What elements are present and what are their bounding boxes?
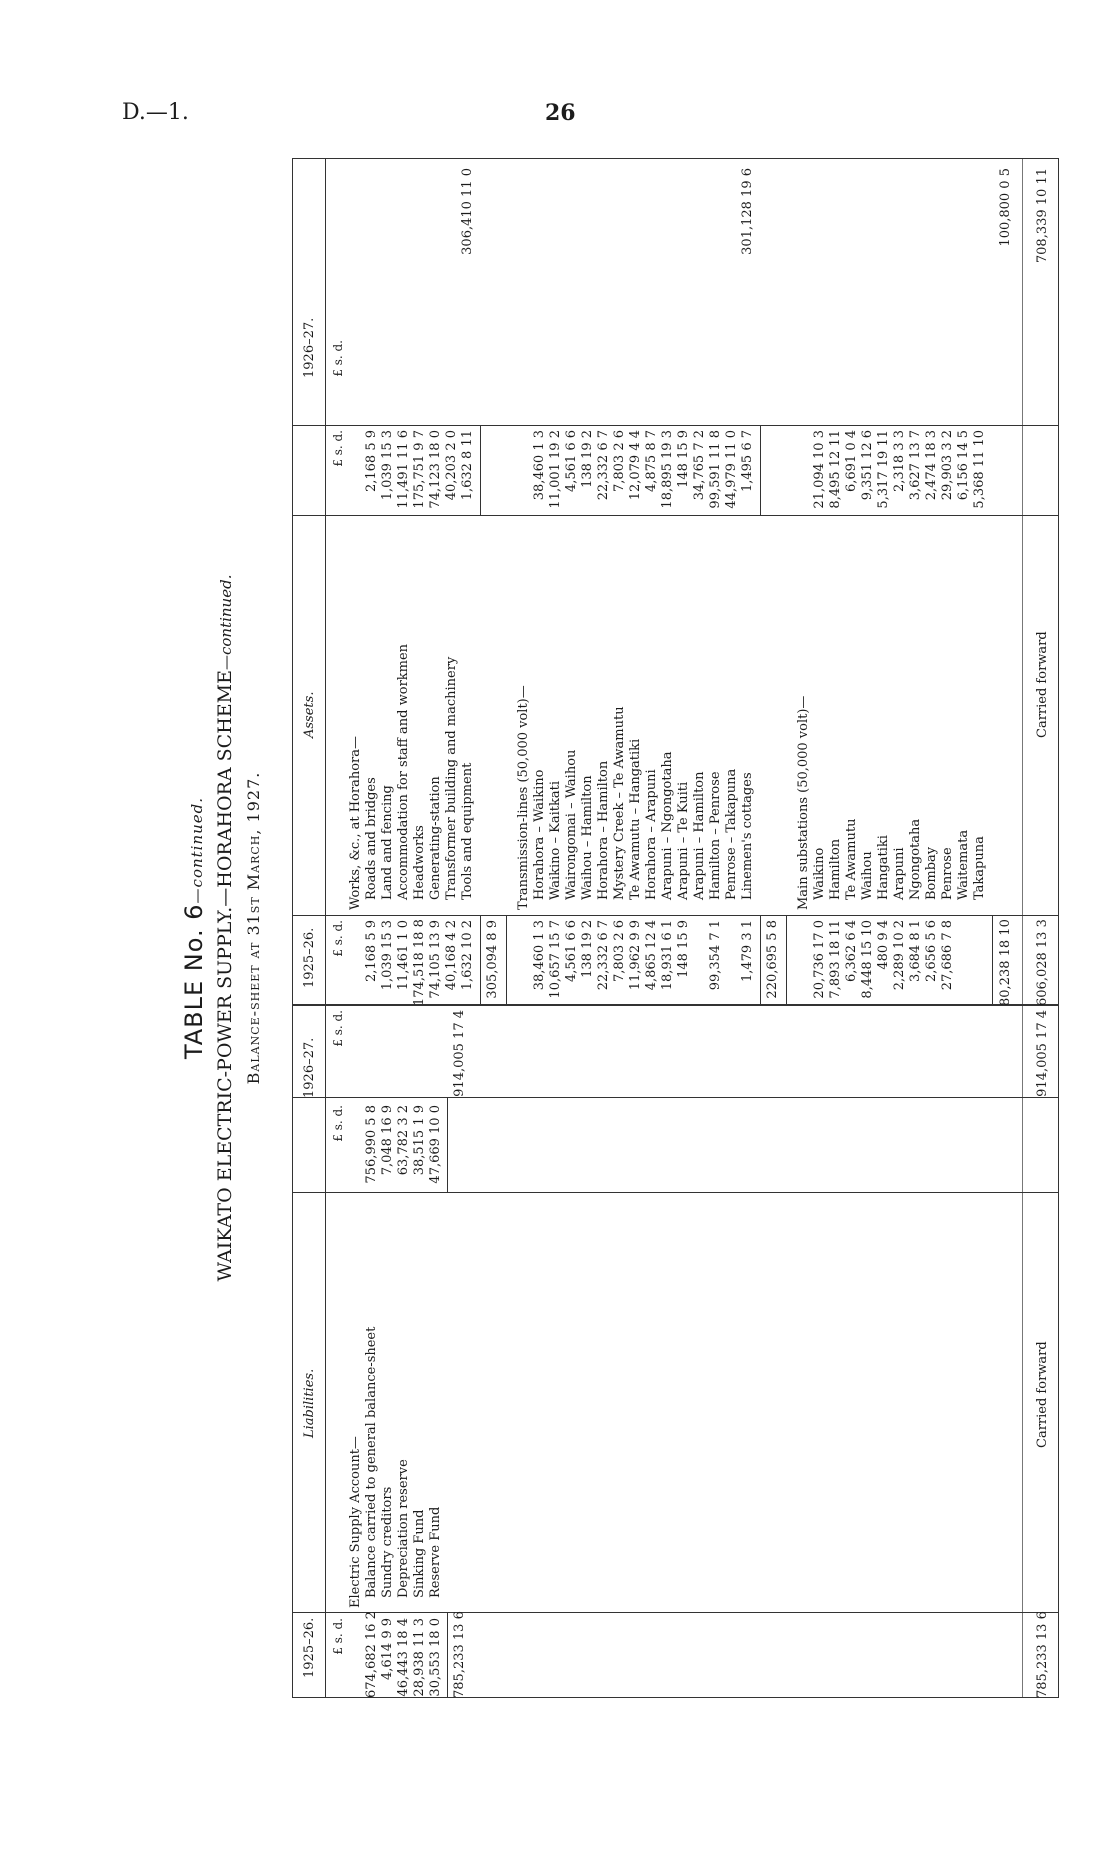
asset-curr-total: 100,800 0 5 xyxy=(998,168,1013,247)
table-row xyxy=(740,158,756,1698)
subtotal-rule xyxy=(760,426,761,516)
asset-label: Arapuni xyxy=(892,847,907,900)
asset-curr-value: 175,751 9 7 xyxy=(412,430,427,509)
asset-prev-total: 80,238 18 10 xyxy=(998,919,1013,1006)
liab-prev-value: 4,614 9 9 xyxy=(380,1618,395,1681)
asset-curr-value: 8,495 12 11 xyxy=(828,430,843,509)
liab-curr-value: 47,669 10 0 xyxy=(428,1105,443,1184)
asset-curr-value: 74,123 18 0 xyxy=(428,430,443,509)
asset-curr-value: 44,979 11 0 xyxy=(724,430,739,509)
asset-label: Hamilton – Penrose xyxy=(708,771,723,900)
table-row xyxy=(1035,158,1051,1698)
balance-sheet-table xyxy=(180,158,1060,1698)
subtotal-rule xyxy=(786,916,787,1006)
liab-title-header: Liabilities. xyxy=(302,1368,317,1438)
asset-label: Linemen's cottages xyxy=(740,772,755,900)
asset-carried-label: Carried forward xyxy=(1035,631,1050,738)
table-row xyxy=(428,158,444,1698)
table-title-cont: —continued. xyxy=(188,796,206,904)
asset-prev-value: 22,332 6 7 xyxy=(596,920,611,991)
asset-curr-value: 2,168 5 9 xyxy=(364,430,379,493)
subtotal-rule xyxy=(480,426,481,516)
table-row xyxy=(380,158,396,1698)
liab-curr-value: 63,782 3 2 xyxy=(396,1105,411,1176)
bottom-rule xyxy=(1058,158,1059,1698)
table-row xyxy=(844,158,860,1698)
table-row xyxy=(724,158,740,1698)
asset-label: Penrose xyxy=(940,847,955,900)
page-code: D.—1. xyxy=(122,100,189,125)
asset-prev-value xyxy=(724,920,740,1006)
table-title xyxy=(180,158,208,1698)
liab-curr-total: 914,005 17 4 xyxy=(452,1010,467,1097)
liab-carried-label: Carried forward xyxy=(1035,1341,1050,1448)
asset-curr-value: 4,875 8 7 xyxy=(644,430,659,493)
asset-prev-value: 138 19 2 xyxy=(580,920,595,978)
asset-label: Headworks xyxy=(412,825,427,900)
table-row xyxy=(485,158,501,1698)
table-row xyxy=(612,158,628,1698)
table-row xyxy=(860,158,876,1698)
asset-group-label: Transmission-lines (50,000 volt)— xyxy=(516,685,531,910)
asset-prev-value: 40,168 4 2 xyxy=(444,920,459,991)
table-row xyxy=(828,158,844,1698)
asset-curr-value: 1,632 8 11 xyxy=(460,430,475,501)
asset-prev-value: 7,803 2 6 xyxy=(612,920,627,983)
table-row xyxy=(956,158,972,1698)
asset-prev-total: 305,094 8 9 xyxy=(485,920,500,999)
asset-prev-value: 148 15 9 xyxy=(676,920,691,978)
asset-prev-value: 480 9 4 xyxy=(876,920,891,970)
asset-label: Tools and equipment xyxy=(460,762,475,900)
asset-prev-value: 1,632 10 2 xyxy=(460,920,475,991)
asset-curr-value: 99,591 11 8 xyxy=(708,430,723,509)
asset-curr-value: 5,317 19 11 xyxy=(876,430,891,509)
asset-prev-value xyxy=(972,920,988,1006)
asset-label: Transformer building and machinery xyxy=(444,656,459,900)
asset-prev-value: 38,460 1 3 xyxy=(532,920,547,991)
asset-label: Waikino xyxy=(812,847,827,900)
units-label: £ s. d. xyxy=(331,1105,345,1142)
asset-prev-value: 11,461 1 0 xyxy=(396,920,411,991)
liab-group-label: Electric Supply Account— xyxy=(348,1436,363,1608)
liab-curr-header: 1926–27. xyxy=(302,1037,317,1098)
table-subtitle xyxy=(214,158,236,1698)
asset-curr-value: 4,561 6 6 xyxy=(564,430,579,493)
asset-curr-value: 29,903 3 2 xyxy=(940,430,955,501)
table-row xyxy=(692,158,708,1698)
asset-label: Waitemata xyxy=(956,829,971,900)
asset-label: Bombay xyxy=(924,846,939,900)
asset-curr-value: 22,332 6 7 xyxy=(596,430,611,501)
asset-label: Arapuni – Ngongotaha xyxy=(660,751,675,900)
asset-curr-value: 11,491 11 6 xyxy=(396,430,411,509)
asset-prev-value: 3,684 8 1 xyxy=(908,920,923,983)
asset-curr-value: 2,318 3 3 xyxy=(892,430,907,493)
asset-curr-value: 1,039 15 3 xyxy=(380,430,395,501)
asset-curr-value: 1,495 6 7 xyxy=(740,430,755,493)
asset-label: Waihou – Hamilton xyxy=(580,775,595,900)
table-row xyxy=(676,158,692,1698)
asset-label: Horahora – Waikino xyxy=(532,769,547,900)
subtotal-rule xyxy=(760,916,761,1006)
liab-prev-value: 46,443 18 4 xyxy=(396,1618,411,1697)
carried-rule xyxy=(1022,158,1023,1698)
units-label: £ s. d. xyxy=(331,1010,345,1047)
asset-label: Roads and bridges xyxy=(364,777,379,900)
asset-curr-value: 7,803 2 6 xyxy=(612,430,627,493)
asset-prev-value: 1,479 3 1 xyxy=(740,920,755,983)
asset-curr-value: 9,351 12 6 xyxy=(860,430,875,501)
asset-prev-value: 20,736 17 0 xyxy=(812,920,827,999)
asset-prev-value: 18,931 6 1 xyxy=(660,920,675,991)
asset-curr-value: 38,460 1 3 xyxy=(532,430,547,501)
asset-label: Ngongotaha xyxy=(908,818,923,900)
liab-curr-value: 756,990 5 8 xyxy=(364,1105,379,1184)
asset-curr-value: 34,765 7 2 xyxy=(692,430,707,501)
table-row xyxy=(972,158,988,1698)
table-row xyxy=(892,158,908,1698)
asset-label: Land and fencing xyxy=(380,785,395,900)
asset-label: Te Awamutu xyxy=(844,818,859,900)
table-row xyxy=(444,158,460,1698)
asset-title-header: Assets. xyxy=(302,691,317,738)
subtotal-rule xyxy=(992,916,993,1006)
asset-curr-value: 6,691 0 4 xyxy=(844,430,859,493)
asset-curr-value: 6,156 14 5 xyxy=(956,430,971,501)
table-row xyxy=(876,158,892,1698)
asset-prev-value: 74,105 13 9 xyxy=(428,920,443,999)
liab-carried-curr: 914,005 17 4 xyxy=(1035,1010,1050,1097)
asset-curr-value: 12,079 4 4 xyxy=(628,430,643,501)
table-row xyxy=(364,158,380,1698)
table-row xyxy=(628,158,644,1698)
asset-prev-value: 6,362 6 4 xyxy=(844,920,859,983)
asset-label: Hangatiki xyxy=(876,835,891,900)
asset-label: Penrose – Takapuna xyxy=(724,768,739,900)
asset-label: Mystery Creek – Te Awamutu xyxy=(612,706,627,900)
asset-label: Accommodation for staff and workmen xyxy=(396,643,411,900)
asset-curr-value: 148 15 9 xyxy=(676,430,691,488)
liab-label: Reserve Fund xyxy=(428,1506,443,1598)
subtotal-rule xyxy=(506,916,507,1006)
table-title-main: TABLE No. 6 xyxy=(180,903,208,1060)
asset-carried-prev: 606,028 13 3 xyxy=(1035,919,1050,1006)
table-row xyxy=(812,158,828,1698)
table-row xyxy=(580,158,596,1698)
asset-curr-value: 40,203 2 0 xyxy=(444,430,459,501)
asset-prev-value: 4,865 12 4 xyxy=(644,920,659,991)
asset-label: Wairongomai – Waihou xyxy=(564,749,579,900)
asset-curr-value: 2,474 18 3 xyxy=(924,430,939,501)
asset-curr-total: 301,128 19 6 xyxy=(740,168,755,255)
asset-label: Horahora – Hamilton xyxy=(596,760,611,900)
asset-prev-value: 2,289 10 2 xyxy=(892,920,907,991)
asset-prev-value: 4,561 6 6 xyxy=(564,920,579,983)
table-row xyxy=(548,158,564,1698)
units-label: £ s. d. xyxy=(331,340,345,377)
top-rule xyxy=(292,158,293,1698)
asset-prev-value: 27,686 7 8 xyxy=(940,920,955,991)
asset-label: Waikino – Kaitkati xyxy=(548,781,563,900)
asset-prev-value: 7,893 18 11 xyxy=(828,920,843,999)
units-label: £ s. d. xyxy=(331,430,345,467)
asset-group-label: Works, &c., at Horahora— xyxy=(348,736,363,910)
header-rule xyxy=(325,158,326,1698)
asset-label: Horahora – Arapuni xyxy=(644,769,659,900)
table-row xyxy=(765,158,781,1698)
liab-prev-value: 30,553 18 0 xyxy=(428,1618,443,1697)
table-subtitle-main: WAIKATO ELECTRIC-POWER SUPPLY.—HORAHORA SCHEME xyxy=(214,670,236,1282)
table-row xyxy=(532,158,548,1698)
asset-curr-value: 21,094 10 3 xyxy=(812,430,827,509)
asset-curr-total: 306,410 11 0 xyxy=(460,168,475,255)
asset-label: Te Awamutu – Hangatiki xyxy=(628,738,643,900)
liab-label: Sundry creditors xyxy=(380,1486,395,1598)
table-row xyxy=(596,158,612,1698)
table-row xyxy=(708,158,724,1698)
units-label: £ s. d. xyxy=(331,1618,345,1655)
asset-prev-value: 2,656 5 6 xyxy=(924,920,939,983)
table-row xyxy=(460,158,476,1698)
asset-label: Waihou xyxy=(860,851,875,900)
liab-label: Depreciation reserve xyxy=(396,1459,411,1598)
subtotal-rule xyxy=(480,916,481,1006)
table-row xyxy=(564,158,580,1698)
asset-prev-value: 174,518 18 8 xyxy=(412,919,427,1006)
table-row xyxy=(396,158,412,1698)
liab-prev-value: 674,682 16 2 xyxy=(364,1611,379,1698)
table-row xyxy=(998,158,1014,1698)
liab-carried-prev: 785,233 13 6 xyxy=(1035,1611,1050,1698)
table-row xyxy=(924,158,940,1698)
asset-group-label: Main substations (50,000 volt)— xyxy=(796,695,811,910)
table-row xyxy=(412,158,428,1698)
liab-prev-value: 28,938 11 3 xyxy=(412,1618,427,1697)
liab-prev-total: 785,233 13 6 xyxy=(452,1611,467,1698)
asset-prev-value: 1,039 15 3 xyxy=(380,920,395,991)
asset-curr-value: 138 19 2 xyxy=(580,430,595,488)
page-number: 26 xyxy=(545,100,576,126)
liab-label: Balance carried to general balance-sheet xyxy=(364,1326,379,1598)
asset-curr-value: 3,627 13 7 xyxy=(908,430,923,501)
table-row xyxy=(940,158,956,1698)
asset-carried-curr: 708,339 10 11 xyxy=(1035,168,1050,264)
asset-label: Generating-station xyxy=(428,776,443,900)
sheet-title: Balance-sheet at 31st March, 1927. xyxy=(244,771,263,1085)
table-row xyxy=(644,158,660,1698)
table-row xyxy=(660,158,676,1698)
asset-curr-value: 18,895 19 3 xyxy=(660,430,675,509)
asset-prev-value xyxy=(956,920,972,1006)
asset-prev-value: 8,448 15 10 xyxy=(860,920,875,999)
asset-label: Hamilton xyxy=(828,838,843,900)
asset-curr-value: 11,001 19 2 xyxy=(548,430,563,509)
asset-prev-value xyxy=(692,920,708,1006)
asset-prev-value: 2,168 5 9 xyxy=(364,920,379,983)
liab-curr-value: 7,048 16 9 xyxy=(380,1105,395,1176)
asset-curr-value: 5,368 11 10 xyxy=(972,430,987,509)
asset-label: Takapuna xyxy=(972,836,987,900)
asset-prev-value: 11,962 9 9 xyxy=(628,920,643,991)
asset-prev-total: 220,695 5 8 xyxy=(765,920,780,999)
liab-curr-value: 38,515 1 9 xyxy=(412,1105,427,1176)
liab-label: Sinking Fund xyxy=(412,1509,427,1598)
units-label: £ s. d. xyxy=(331,920,345,957)
asset-label: Arapuni – Te Kuiti xyxy=(676,781,691,900)
table-row xyxy=(908,158,924,1698)
table-subtitle-cont: —continued. xyxy=(217,574,235,671)
asset-label: Arapuni – Hamilton xyxy=(692,771,707,900)
asset-prev-value: 10,657 15 7 xyxy=(548,920,563,999)
asset-curr-header: 1926–27. xyxy=(302,317,317,378)
asset-prev-header: 1925–26. xyxy=(302,927,317,988)
asset-prev-value: 99,354 7 1 xyxy=(708,920,723,991)
liab-prev-header: 1925–26. xyxy=(302,1617,317,1678)
